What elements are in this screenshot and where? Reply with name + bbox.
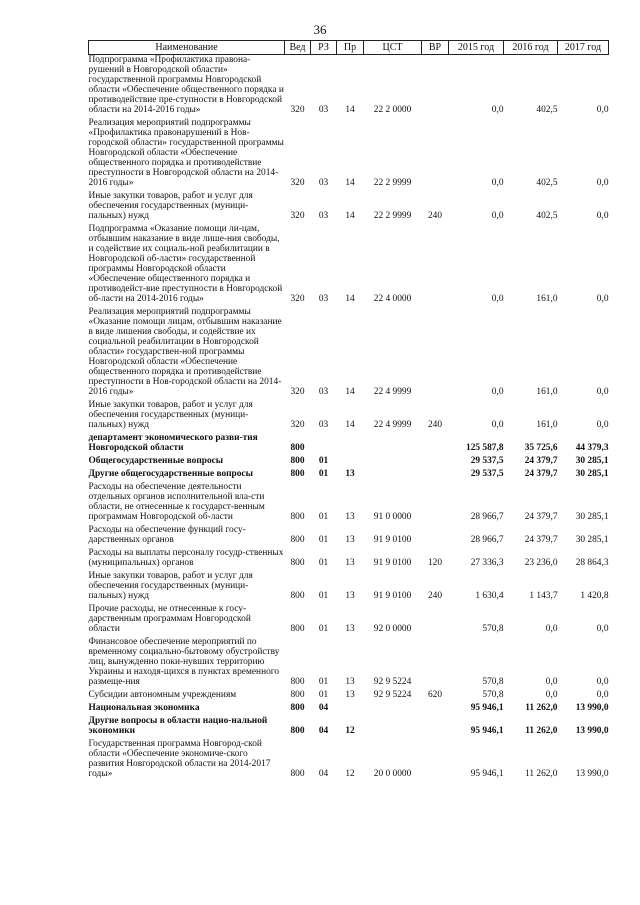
row-ved: 800 xyxy=(290,469,305,479)
row-2015: 0,0 xyxy=(491,211,504,221)
row-rz: 04 xyxy=(318,703,329,713)
row-rz: 01 xyxy=(318,558,329,568)
row-vr xyxy=(422,453,449,466)
row-cst: 91 9 0100 xyxy=(373,535,412,545)
row-cst: 22 4 9999 xyxy=(373,387,412,397)
row-2016: 161,0 xyxy=(536,387,558,397)
row-pr: 14 xyxy=(345,294,355,304)
row-2017: 0,0 xyxy=(596,294,609,304)
row-2016: 24 379,7 xyxy=(524,456,558,466)
table-row xyxy=(89,466,609,479)
row-2016: 24 379,7 xyxy=(524,512,558,522)
row-name: департамент экономического разви-тия Новгородской области xyxy=(88,433,258,453)
col-header-name: Наименование xyxy=(89,41,285,55)
row-name: Реализация мероприятий подпрограммы «Профилактика правонарушений в Нов-городской области» государственной программы Новгородской области «Обеспечение общественного порядка и противодействие преступности в Новгородской области на 2014-2016 годы» xyxy=(88,118,284,188)
row-rz: 01 xyxy=(318,469,329,479)
table-row xyxy=(89,397,609,430)
row-ved: 320 xyxy=(290,105,305,115)
table-row xyxy=(89,304,609,397)
row-cst xyxy=(364,430,422,453)
row-name: Прочие расходы, не отнесенные к госу-дарственным программам Новгородской области xyxy=(88,604,251,634)
row-ved: 800 xyxy=(290,624,305,634)
row-2015: 0,0 xyxy=(491,178,504,188)
row-2017: 13 990,0 xyxy=(575,769,609,779)
row-vr xyxy=(422,55,449,116)
row-name: Расходы на обеспечение деятельности отдельных органов исполнительной вла-сти области, не отнесенные к государст-венным программам Новгородской об-ласти xyxy=(88,482,265,522)
table-row xyxy=(89,479,609,522)
row-2017: 13 990,0 xyxy=(575,726,609,736)
row-vr xyxy=(422,601,449,634)
row-vr xyxy=(422,115,449,188)
row-cst: 22 4 0000 xyxy=(373,294,412,304)
table-row xyxy=(89,713,609,736)
row-rz: 03 xyxy=(318,105,329,115)
row-2016: 0,0 xyxy=(545,690,558,700)
row-2015: 95 946,1 xyxy=(470,726,504,736)
row-rz: 01 xyxy=(318,535,329,545)
row-2016: 35 725,6 xyxy=(524,443,558,453)
table-row xyxy=(89,430,609,453)
row-rz: 01 xyxy=(318,512,329,522)
row-cst xyxy=(364,700,422,713)
row-rz: 01 xyxy=(318,456,329,466)
row-vr: 240 xyxy=(427,591,443,601)
col-header-2017: 2017 год xyxy=(558,41,609,55)
row-rz: 03 xyxy=(318,294,329,304)
row-2017: 30 285,1 xyxy=(575,535,609,545)
row-2016: 402,5 xyxy=(536,211,558,221)
row-pr xyxy=(337,700,364,713)
row-cst: 92 9 5224 xyxy=(373,677,412,687)
row-2017: 13 990,0 xyxy=(575,703,609,713)
row-name: Другие общегосударственные вопросы xyxy=(88,469,253,479)
row-name: Субсидии автономным учреждениям xyxy=(88,690,237,700)
table-row xyxy=(89,55,609,116)
row-2015: 95 946,1 xyxy=(470,769,504,779)
row-vr xyxy=(422,736,449,779)
row-rz: 03 xyxy=(318,387,329,397)
row-ved: 320 xyxy=(290,387,305,397)
row-vr: 120 xyxy=(427,558,443,568)
row-2016: 24 379,7 xyxy=(524,469,558,479)
page-number: 36 xyxy=(313,22,327,37)
row-rz: 03 xyxy=(318,420,329,430)
row-vr xyxy=(422,634,449,687)
row-2017: 0,0 xyxy=(596,178,609,188)
row-2016: 161,0 xyxy=(536,420,558,430)
row-cst: 91 9 0100 xyxy=(373,591,412,601)
row-2016: 11 262,0 xyxy=(525,726,558,736)
row-name: Государственная программа Новгород-ской области «Обеспечение экономиче-ского развития Новгородской области на 2014-2017 годы» xyxy=(88,739,271,779)
row-rz: 03 xyxy=(318,178,329,188)
col-header-cst: ЦСТ xyxy=(364,41,422,55)
row-pr xyxy=(337,430,364,453)
row-pr: 13 xyxy=(345,558,355,568)
row-name: Подпрограмма «Профилактика правона-рушений в Новгородской области» государственной программы Новгородской области «Обеспечение общественного порядка и противодействие пре-ступности в Новгородской области на 2014-2016 годы» xyxy=(88,55,284,115)
row-ved: 800 xyxy=(290,443,305,453)
row-2017: 28 864,3 xyxy=(575,558,609,568)
row-2015: 570,8 xyxy=(482,690,504,700)
row-rz: 01 xyxy=(318,677,329,687)
col-header-ved: Вед xyxy=(285,41,311,55)
row-rz: 01 xyxy=(318,690,329,700)
row-pr xyxy=(337,453,364,466)
row-2015: 29 537,5 xyxy=(470,456,504,466)
row-ved: 800 xyxy=(290,726,305,736)
row-ved: 800 xyxy=(290,512,305,522)
row-2015: 27 336,3 xyxy=(470,558,504,568)
row-2017: 30 285,1 xyxy=(575,512,609,522)
row-ved: 800 xyxy=(290,535,305,545)
budget-table xyxy=(88,40,609,779)
row-pr: 13 xyxy=(345,469,355,479)
row-2017: 0,0 xyxy=(596,690,609,700)
row-rz xyxy=(311,430,337,453)
row-2017: 1 420,8 xyxy=(580,591,609,601)
row-2017: 0,0 xyxy=(596,420,609,430)
row-2015: 0,0 xyxy=(491,294,504,304)
row-pr: 14 xyxy=(345,387,355,397)
row-2015: 95 946,1 xyxy=(470,703,504,713)
row-2015: 28 966,7 xyxy=(470,512,504,522)
col-header-2016: 2016 год xyxy=(504,41,558,55)
row-rz: 01 xyxy=(318,591,329,601)
row-ved: 800 xyxy=(290,690,305,700)
table-row xyxy=(89,453,609,466)
row-2016: 23 236,0 xyxy=(524,558,558,568)
row-vr xyxy=(422,221,449,304)
row-cst: 91 0 0000 xyxy=(373,512,412,522)
row-pr: 13 xyxy=(345,591,355,601)
row-2015: 28 966,7 xyxy=(470,535,504,545)
row-name: Финансовое обеспечение мероприятий по временному социально-бытовому обустройству лиц, вынужденно поки-нувших территорию Украины и находя-щихся в пунктах временного размеще-ния xyxy=(88,637,280,687)
table-row xyxy=(89,568,609,601)
row-cst: 92 9 5224 xyxy=(373,690,412,700)
row-name: Расходы на выплаты персоналу госудр-ственных (муниципальных) органов xyxy=(88,548,284,568)
row-2015: 1 630,4 xyxy=(475,591,504,601)
row-pr: 12 xyxy=(345,726,355,736)
row-pr: 13 xyxy=(345,624,355,634)
row-vr: 240 xyxy=(427,420,443,430)
row-pr: 14 xyxy=(345,211,355,221)
row-name: Подпрограмма «Оказание помощи ли-цам, отбывшим наказание в виде лише-ния свободы, и содействие их социаль-ной реабилитации в Новгородской об-ласти» государственной программы Новгородской области «Обеспечение общественного порядка и противодейст-вие преступности в Новгородской об-ласти на 2014-2016 годы» xyxy=(88,224,283,304)
row-cst: 91 9 0100 xyxy=(373,558,412,568)
row-name: Иные закупки товаров, работ и услуг для обеспечения государственных (муници-пальных) нужд xyxy=(88,571,253,601)
row-vr xyxy=(422,713,449,736)
row-2017: 0,0 xyxy=(596,624,609,634)
table-row xyxy=(89,545,609,568)
table-header-row xyxy=(89,41,609,55)
row-cst: 22 2 9999 xyxy=(373,211,412,221)
row-pr: 12 xyxy=(345,769,355,779)
row-2015: 0,0 xyxy=(491,420,504,430)
table-row xyxy=(89,601,609,634)
row-ved: 320 xyxy=(290,178,305,188)
row-cst xyxy=(364,713,422,736)
row-vr xyxy=(422,479,449,522)
row-2017: 0,0 xyxy=(596,677,609,687)
row-ved: 320 xyxy=(290,420,305,430)
table-row xyxy=(89,634,609,687)
row-vr xyxy=(422,430,449,453)
row-ved: 800 xyxy=(290,456,305,466)
row-cst: 20 0 0000 xyxy=(373,769,412,779)
row-ved: 800 xyxy=(290,703,305,713)
row-2017: 0,0 xyxy=(596,211,609,221)
table-row xyxy=(89,687,609,700)
row-ved: 320 xyxy=(290,294,305,304)
row-2016: 11 262,0 xyxy=(525,769,558,779)
row-vr xyxy=(422,304,449,397)
row-2016: 1 143,7 xyxy=(529,591,558,601)
row-cst xyxy=(364,466,422,479)
row-name: Расходы на обеспечение функций госу-дарственных органов xyxy=(88,525,246,545)
row-vr: 240 xyxy=(427,211,443,221)
row-2016: 402,5 xyxy=(536,178,558,188)
row-2017: 0,0 xyxy=(596,105,609,115)
row-2017: 44 379,3 xyxy=(575,443,609,453)
col-header-vr: ВР xyxy=(422,41,449,55)
row-2015: 29 537,5 xyxy=(470,469,504,479)
row-2016: 24 379,7 xyxy=(524,535,558,545)
row-cst xyxy=(364,453,422,466)
row-cst: 22 2 9999 xyxy=(373,178,412,188)
row-2016: 11 262,0 xyxy=(525,703,558,713)
row-2015: 0,0 xyxy=(491,105,504,115)
table-row xyxy=(89,700,609,713)
row-ved: 320 xyxy=(290,211,305,221)
row-2016: 0,0 xyxy=(545,677,558,687)
table-row xyxy=(89,221,609,304)
row-rz: 04 xyxy=(318,769,329,779)
row-ved: 800 xyxy=(290,769,305,779)
col-header-2015: 2015 год xyxy=(449,41,504,55)
col-header-pr: Пр xyxy=(337,41,364,55)
row-2017: 0,0 xyxy=(596,387,609,397)
row-name: Национальная экономика xyxy=(88,703,200,713)
row-cst: 22 2 0000 xyxy=(373,105,412,115)
row-name: Другие вопросы в области нацио-нальной экономики xyxy=(88,716,268,736)
row-vr xyxy=(422,522,449,545)
row-2017: 30 285,1 xyxy=(575,469,609,479)
row-vr: 620 xyxy=(427,690,443,700)
row-2015: 0,0 xyxy=(491,387,504,397)
row-2015: 125 587,8 xyxy=(466,443,504,453)
row-pr: 13 xyxy=(345,512,355,522)
row-vr xyxy=(422,700,449,713)
row-pr: 13 xyxy=(345,677,355,687)
row-ved: 800 xyxy=(290,558,305,568)
row-name: Реализация мероприятий подпрограммы «Оказание помощи лицам, отбывшим наказание в виде лишения свободы, и содействие их социальной реабилитации в Новгородской области» государствен-ной программы Новгородской области «Обеспечение общественного порядка и противодействие преступности в Нов-городской области на 2014-2016 годы» xyxy=(88,307,282,397)
row-2017: 30 285,1 xyxy=(575,456,609,466)
row-pr: 13 xyxy=(345,690,355,700)
row-rz: 04 xyxy=(318,726,329,736)
row-pr: 13 xyxy=(345,535,355,545)
row-cst: 92 0 0000 xyxy=(373,624,412,634)
row-ved: 800 xyxy=(290,591,305,601)
row-name: Общегосударственные вопросы xyxy=(88,456,224,466)
row-rz: 03 xyxy=(318,211,329,221)
row-ved: 800 xyxy=(290,677,305,687)
row-pr: 14 xyxy=(345,105,355,115)
row-cst: 22 4 9999 xyxy=(373,420,412,430)
row-pr: 14 xyxy=(345,420,355,430)
table-row xyxy=(89,522,609,545)
row-2016: 0,0 xyxy=(545,624,558,634)
row-name: Иные закупки товаров, работ и услуг для обеспечения государственных (муници-пальных) нужд xyxy=(88,400,253,430)
table-row xyxy=(89,188,609,221)
row-name: Иные закупки товаров, работ и услуг для обеспечения государственных (муници-пальных) нужд xyxy=(88,191,253,221)
row-vr xyxy=(422,466,449,479)
row-2015: 570,8 xyxy=(482,624,504,634)
row-rz: 01 xyxy=(318,624,329,634)
row-2015: 570,8 xyxy=(482,677,504,687)
row-pr: 14 xyxy=(345,178,355,188)
table-row xyxy=(89,115,609,188)
col-header-rz: РЗ xyxy=(311,41,337,55)
table-row xyxy=(89,736,609,779)
row-2016: 402,5 xyxy=(536,105,558,115)
row-2016: 161,0 xyxy=(536,294,558,304)
